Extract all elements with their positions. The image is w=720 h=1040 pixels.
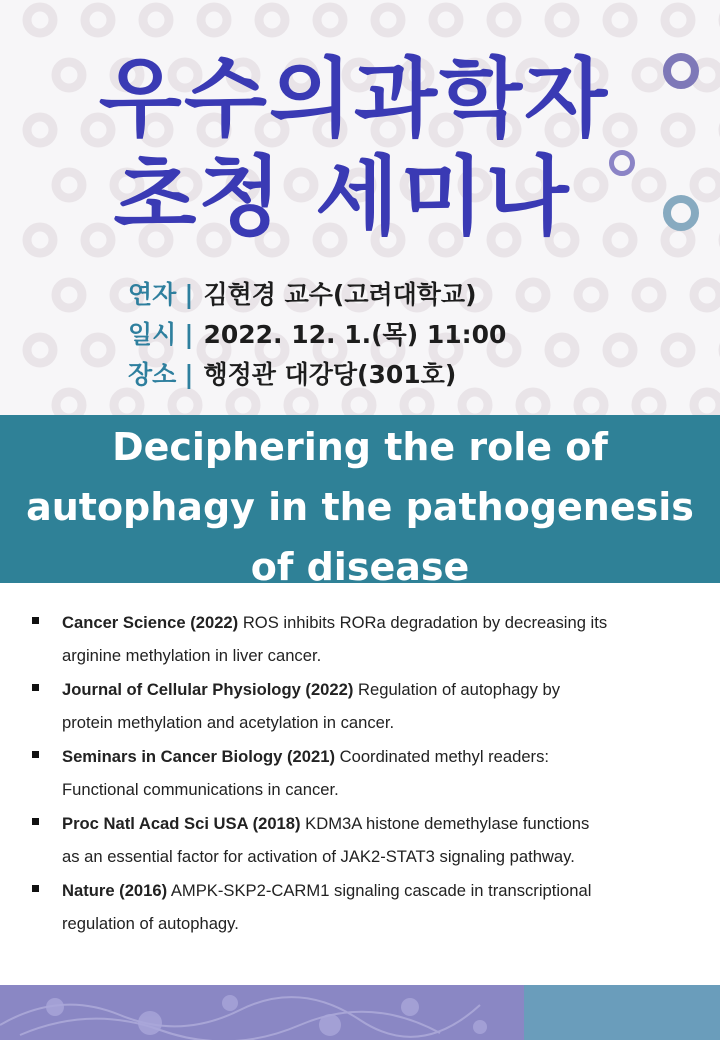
pattern-ring [549, 7, 575, 33]
publication-item [30, 874, 690, 940]
publication-text: regulation of autophagy. [62, 914, 239, 933]
footer-molecule-band [0, 985, 720, 1040]
speaker-value: 김현경 교수(고려대학교) [203, 280, 477, 309]
pattern-ring [259, 7, 285, 33]
date-label: 일시 [128, 320, 177, 349]
pattern-ring [27, 7, 53, 33]
pattern-ring [520, 392, 546, 415]
pattern-ring [56, 282, 82, 308]
pattern-ring [404, 392, 430, 415]
pattern-ring [346, 392, 372, 415]
separator: | [184, 360, 194, 389]
pattern-ring [520, 282, 546, 308]
publication-text: Functional communications in cancer. [62, 780, 339, 799]
pattern-ring [172, 392, 198, 415]
publication-list [30, 606, 690, 941]
speaker-row [128, 280, 477, 310]
pattern-ring [462, 392, 488, 415]
publication-source: Journal of Cellular Physiology (2022) [62, 680, 354, 699]
venue-row [128, 360, 456, 390]
publication-text: arginine methylation in liver cancer. [62, 646, 322, 665]
date-row [128, 320, 506, 350]
pattern-ring [27, 337, 53, 363]
molecule-decoration [0, 985, 524, 1040]
pattern-ring [491, 7, 517, 33]
banner-line-1: Deciphering the role of [112, 425, 608, 469]
pattern-ring [694, 282, 720, 308]
pattern-ring [230, 392, 256, 415]
publication-source: Cancer Science (2022) [62, 613, 239, 632]
pattern-ring [201, 7, 227, 33]
bullet-icon [32, 617, 39, 624]
publication-text: AMPK-SKP2-CARM1 signaling cascade in transcriptional [170, 881, 592, 900]
separator: | [184, 280, 194, 309]
deco-circle-small [609, 150, 635, 176]
pattern-ring [636, 282, 662, 308]
publication-item [30, 740, 690, 806]
publication-text: as an essential factor for activation of JAK2-STAT3 signaling pathway. [62, 847, 575, 866]
publication-source: Seminars in Cancer Biology (2021) [62, 747, 335, 766]
footer-accent-block [524, 985, 720, 1040]
title-line-2: 초청 세미나 [113, 147, 571, 247]
publication-text: ROS inhibits RORa degradation by decreasing its [242, 613, 608, 632]
bullet-icon [32, 751, 39, 758]
publication-item [30, 606, 690, 672]
publication-text: Coordinated methyl readers: [339, 747, 549, 766]
publication-text: protein methylation and acetylation in cancer. [62, 713, 395, 732]
pattern-ring [143, 7, 169, 33]
bullet-icon [32, 885, 39, 892]
bullet-icon [32, 684, 39, 691]
title-line-1: 우수의과학자 [98, 49, 610, 149]
pattern-ring [607, 7, 633, 33]
publication-item [30, 673, 690, 739]
publication-item [30, 807, 690, 873]
pattern-ring [578, 392, 604, 415]
pattern-ring [549, 337, 575, 363]
pattern-ring [375, 7, 401, 33]
pattern-ring [694, 392, 720, 415]
hero-section [0, 0, 720, 415]
pattern-ring [665, 337, 691, 363]
pattern-ring [607, 337, 633, 363]
date-value: 2022. 12. 1.(목) 11:00 [203, 320, 507, 349]
publication-source: Proc Natl Acad Sci USA (2018) [62, 814, 301, 833]
deco-circle-teal [663, 195, 699, 231]
banner-line-2: autophagy in the pathogenesis [26, 485, 694, 529]
pattern-ring [114, 392, 140, 415]
seminar-title-banner [0, 415, 720, 589]
bullet-icon [32, 818, 39, 825]
venue-label: 장소 [128, 360, 177, 389]
pattern-ring [85, 337, 111, 363]
publication-source: Nature (2016) [62, 881, 168, 900]
pattern-ring [56, 392, 82, 415]
pattern-ring [636, 392, 662, 415]
deco-circle-purple [663, 53, 699, 89]
publication-text: Regulation of autophagy by [358, 680, 561, 699]
banner-line-3: of disease [250, 545, 470, 589]
pattern-ring [665, 7, 691, 33]
pattern-ring [85, 7, 111, 33]
pattern-ring [433, 7, 459, 33]
publication-text: KDM3A histone demethylase functions [305, 814, 590, 833]
pattern-ring [578, 282, 604, 308]
separator: | [184, 320, 194, 349]
pattern-ring [317, 7, 343, 33]
speaker-label: 연자 [128, 280, 177, 309]
pattern-ring [288, 392, 314, 415]
venue-value: 행정관 대강당(301호) [203, 360, 457, 389]
